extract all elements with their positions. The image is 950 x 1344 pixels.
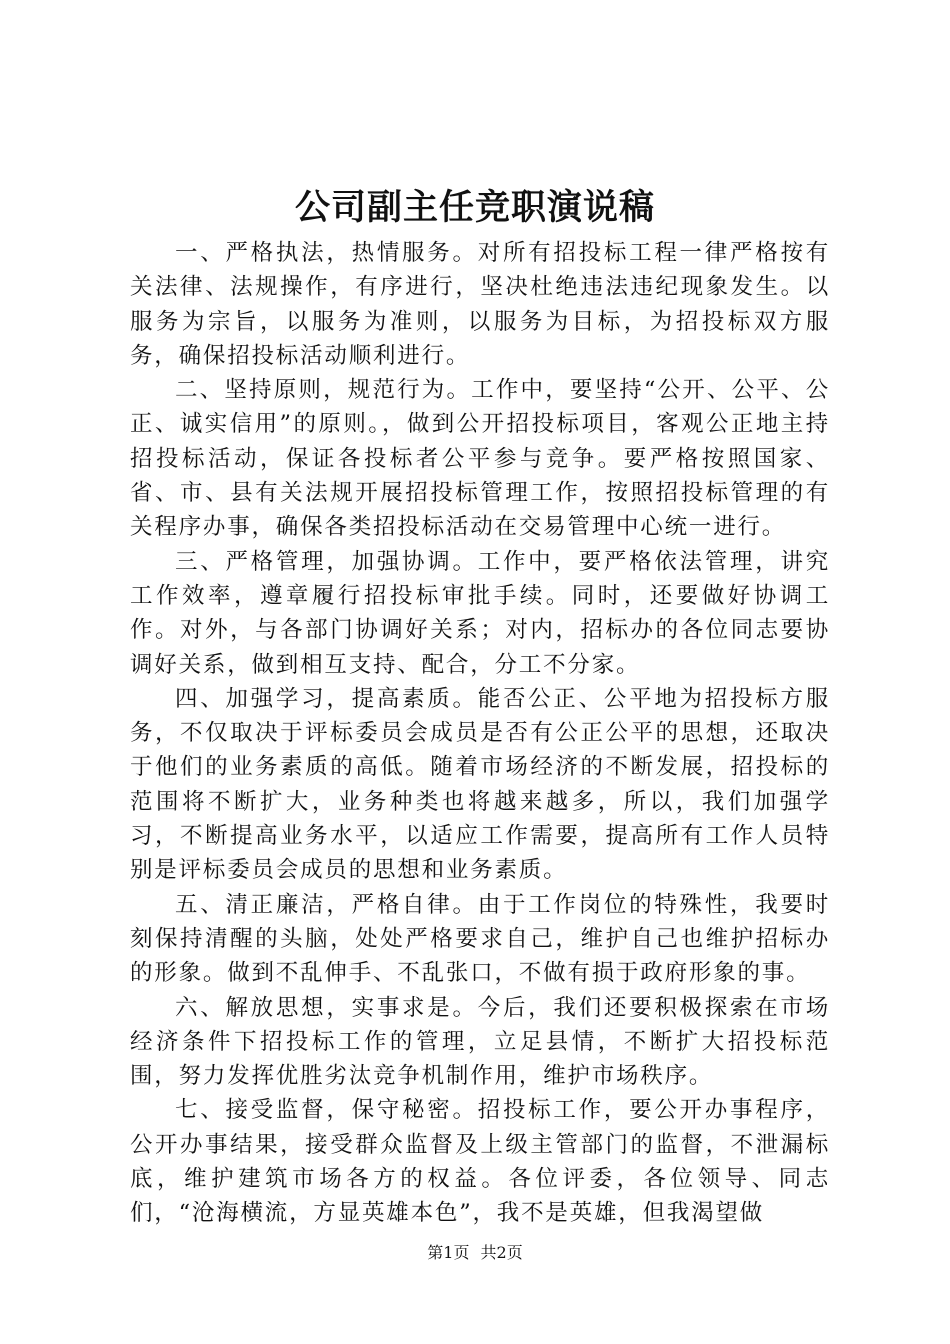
paragraph-1: 一、严格执法，热情服务。对所有招投标工程一律严格按有关法律、法规操作，有序进行，坚决杜绝违法违纪现象发生。以服务为宗旨，以服务为准则，以服务为目标，为招投标双方服务，确保招投标活动顺利进行。 [130, 240, 830, 369]
paragraph-2: 二、坚持原则，规范行为。工作中，要坚持“公开、公平、公正、诚实信用”的原则。，做到公开招投标项目，客观公正地主持招投标活动，保证各投标者公平参与竞争。要严格按照国家、省、市、县有关法规开展招投标管理工作，按照招投标管理的有关程序办事，确保各类招投标活动在交易管理中心统一进行。 [130, 377, 830, 541]
page-number: 第1页 [427, 1243, 470, 1262]
page-total: 共2页 [480, 1243, 523, 1262]
paragraph-7: 七、接受监督，保守秘密。招投标工作，要公开办事程序，公开办事结果，接受群众监督及上级主管部门的监督，不泄漏标底，维护建筑市场各方的权益。各位评委，各位领导、同志们，“沧海横流，方显英雄本色”，我不是英雄，但我渴望做 [130, 1097, 830, 1227]
paragraph-4: 四、加强学习，提高素质。能否公正、公平地为招投标方服务，不仅取决于评标委员会成员是否有公正公平的思想，还取决于他们的业务素质的高低。随着市场经济的不断发展，招投标的范围将不断扩大，业务种类也将越来越多，所以，我们加强学习，不断提高业务水平，以适应工作需要，提高所有工作人员特别是评标委员会成员的思想和业务素质。 [130, 685, 830, 884]
paragraph-5: 五、清正廉洁，严格自律。由于工作岗位的特殊性，我要时刻保持清醒的头脑，处处严格要求自己，维护自己也维护招标办的形象。做到不乱伸手、不乱张口，不做有损于政府形象的事。 [130, 891, 830, 987]
paragraph-3: 三、严格管理，加强协调。工作中，要严格依法管理，讲究工作效率，遵章履行招投标审批手续。同时，还要做好协调工作。对外，与各部门协调好关系；对内，招标办的各位同志要协调好关系，做到相互支持、配合，分工不分家。 [130, 548, 830, 678]
page-title: 公司副主任竞职演说稿 [294, 187, 655, 228]
document-body [130, 236, 830, 1231]
paragraph-6: 六、解放思想，实事求是。今后，我们还要积极探索在市场经济条件下招投标工作的管理，立足县情，不断扩大招投标范围，努力发挥优胜劣汰竞争机制作用，维护市场秩序。 [130, 994, 830, 1090]
page-footer [0, 1241, 950, 1265]
